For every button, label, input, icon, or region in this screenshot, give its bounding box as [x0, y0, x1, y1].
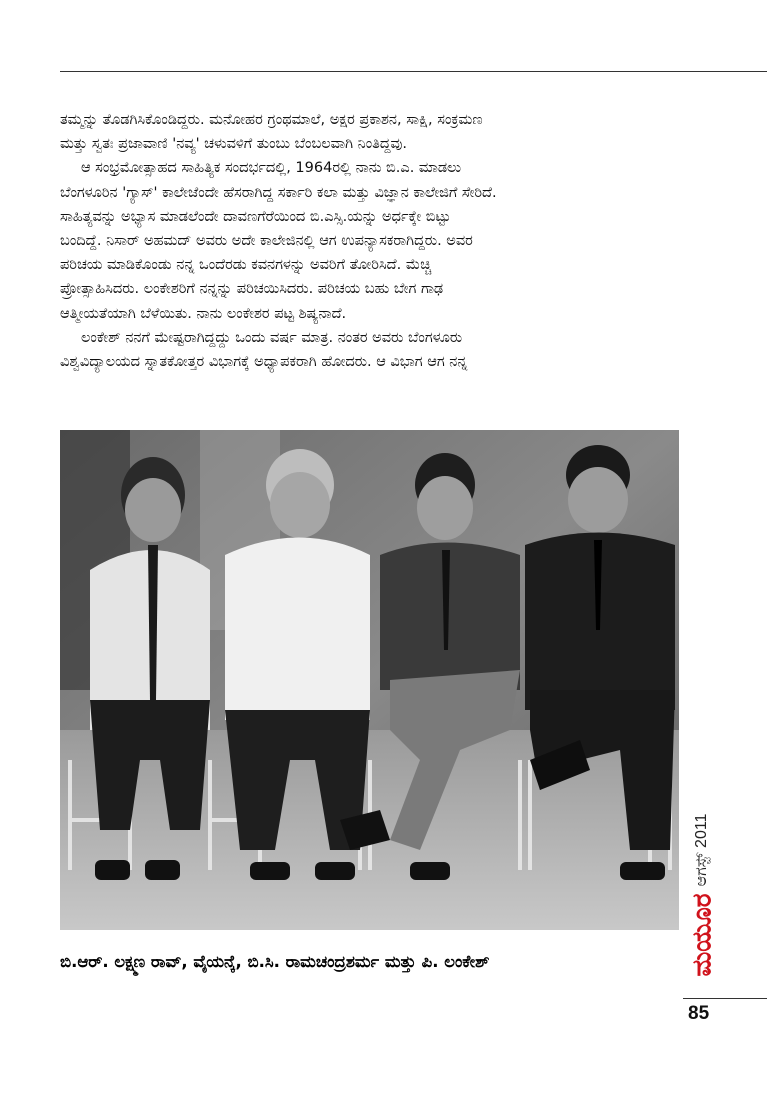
group-photo-illustration — [60, 430, 679, 930]
photo-caption: ಬಿ.ಆರ್. ಲಕ್ಷ್ಮಣ ರಾವ್, ವೈಯನ್ಕೆ, ಬಿ.ಸಿ. ರಾಮಚಂದ್ರಶರ್ಮ ಮತ್ತು ಪಿ. ಲಂಕೇಶ್ — [60, 952, 490, 971]
group-photo — [60, 430, 679, 930]
magazine-logo — [686, 890, 720, 980]
body-line: ಸಾಹಿತ್ಯವನ್ನು ಅಭ್ಯಾಸ ಮಾಡಲೆಂದೇ ದಾವಣಗೆರೆಯಿಂದ ಬಿ.ಎಸ್ಸಿ.ಯನ್ನು ಅರ್ಧಕ್ಕೇ ಬಿಟ್ಟು — [60, 208, 451, 225]
body-line: ಆತ್ಮೀಯತೆಯಾಗಿ ಬೆಳೆಯಿತು. ನಾನು ಲಂಕೇಶರ ಪಟ್ಟ ಶಿಷ್ಯನಾದೆ. — [60, 305, 347, 322]
footer-rule — [683, 998, 767, 999]
body-line: ವಿಶ್ವವಿದ್ಯಾಲಯದ ಸ್ನಾತಕೋತ್ತರ ವಿಭಾಗಕ್ಕೆ ಅಧ್ಯಾಪಕರಾಗಿ ಹೋದರು. ಆ ವಿಭಾಗ ಆಗ ನನ್ನ — [60, 354, 468, 371]
body-line: ತಮ್ಮನ್ನು ತೊಡಗಿಸಿಕೊಂಡಿದ್ದರು. ಮನೋಹರ ಗ್ರಂಥಮಾಲೆ, ಅಕ್ಷರ ಪ್ರಕಾಶನ, ಸಾಕ್ಷಿ, ಸಂಕ್ರಮಣ — [60, 112, 483, 128]
body-line: ಬಂದಿದ್ದೆ. ನಿಸಾರ್ ಅಹಮದ್ ಅವರು ಅದೇ ಕಾಲೇಜಿನಲ್ಲಿ ಆಗ ಉಪನ್ಯಾಸಕರಾಗಿದ್ದರು. ಅವರ — [60, 233, 473, 250]
body-line: ಬೆಂಗಳೂರಿನ 'ಗ್ಯಾಸ್' ಕಾಲೇಜೆಂದೇ ಹೆಸರಾಗಿದ್ದ ಸರ್ಕಾರಿ ಕಲಾ ಮತ್ತು ವಿಜ್ಞಾನ ಕಾಲೇಜಿಗೆ ಸೇರಿದೆ. — [60, 184, 497, 201]
svg-text:ಮಯೂರ: ಮಯೂರ — [687, 893, 718, 977]
issue-date-text: ಆಗಸ್ಟ್ 2011 — [693, 813, 710, 887]
body-line: ಲಂಕೇಶ್ ನನಗೆ ಮೇಷ್ಟರಾಗಿದ್ದದ್ದು ಒಂದು ವರ್ಷ ಮಾತ್ರ. ನಂತರ ಅವರು ಬೆಂಗಳೂರು — [81, 329, 463, 346]
body-line: ಮತ್ತು ಸ್ವತಃ ಪ್ರಜಾವಾಣಿ 'ನವ್ಯ' ಚಳುವಳಿಗೆ ತುಂಬು ಬೆಂಬಲವಾಗಿ ನಿಂತಿದ್ದವು. — [60, 136, 407, 153]
issue-date — [690, 800, 714, 900]
body-line: ಪ್ರೋತ್ಸಾಹಿಸಿದರು. ಲಂಕೇಶರಿಗೆ ನನ್ನನ್ನು ಪರಿಚಯಿಸಿದರು. ಪರಿಚಯ ಬಹು ಬೇಗ ಗಾಢ — [60, 281, 444, 298]
header-rule — [60, 71, 767, 72]
page-number: 85 — [688, 1003, 710, 1024]
article-body — [60, 108, 660, 374]
body-line: ಆ ಸಂಭ್ರಮೋತ್ಸಾಹದ ಸಾಹಿತ್ಯಿಕ ಸಂದರ್ಭದಲ್ಲಿ, 1964ರಲ್ಲಿ ನಾನು ಬಿ.ಎ. ಮಾಡಲು — [81, 160, 462, 177]
body-line: ಪರಿಚಯ ಮಾಡಿಕೊಂಡು ನನ್ನ ಒಂದೆರಡು ಕವನಗಳನ್ನು ಅವರಿಗೆ ತೋರಿಸಿದೆ. ಮೆಚ್ಚಿ — [60, 257, 432, 274]
mayura-logo-icon — [686, 890, 720, 980]
